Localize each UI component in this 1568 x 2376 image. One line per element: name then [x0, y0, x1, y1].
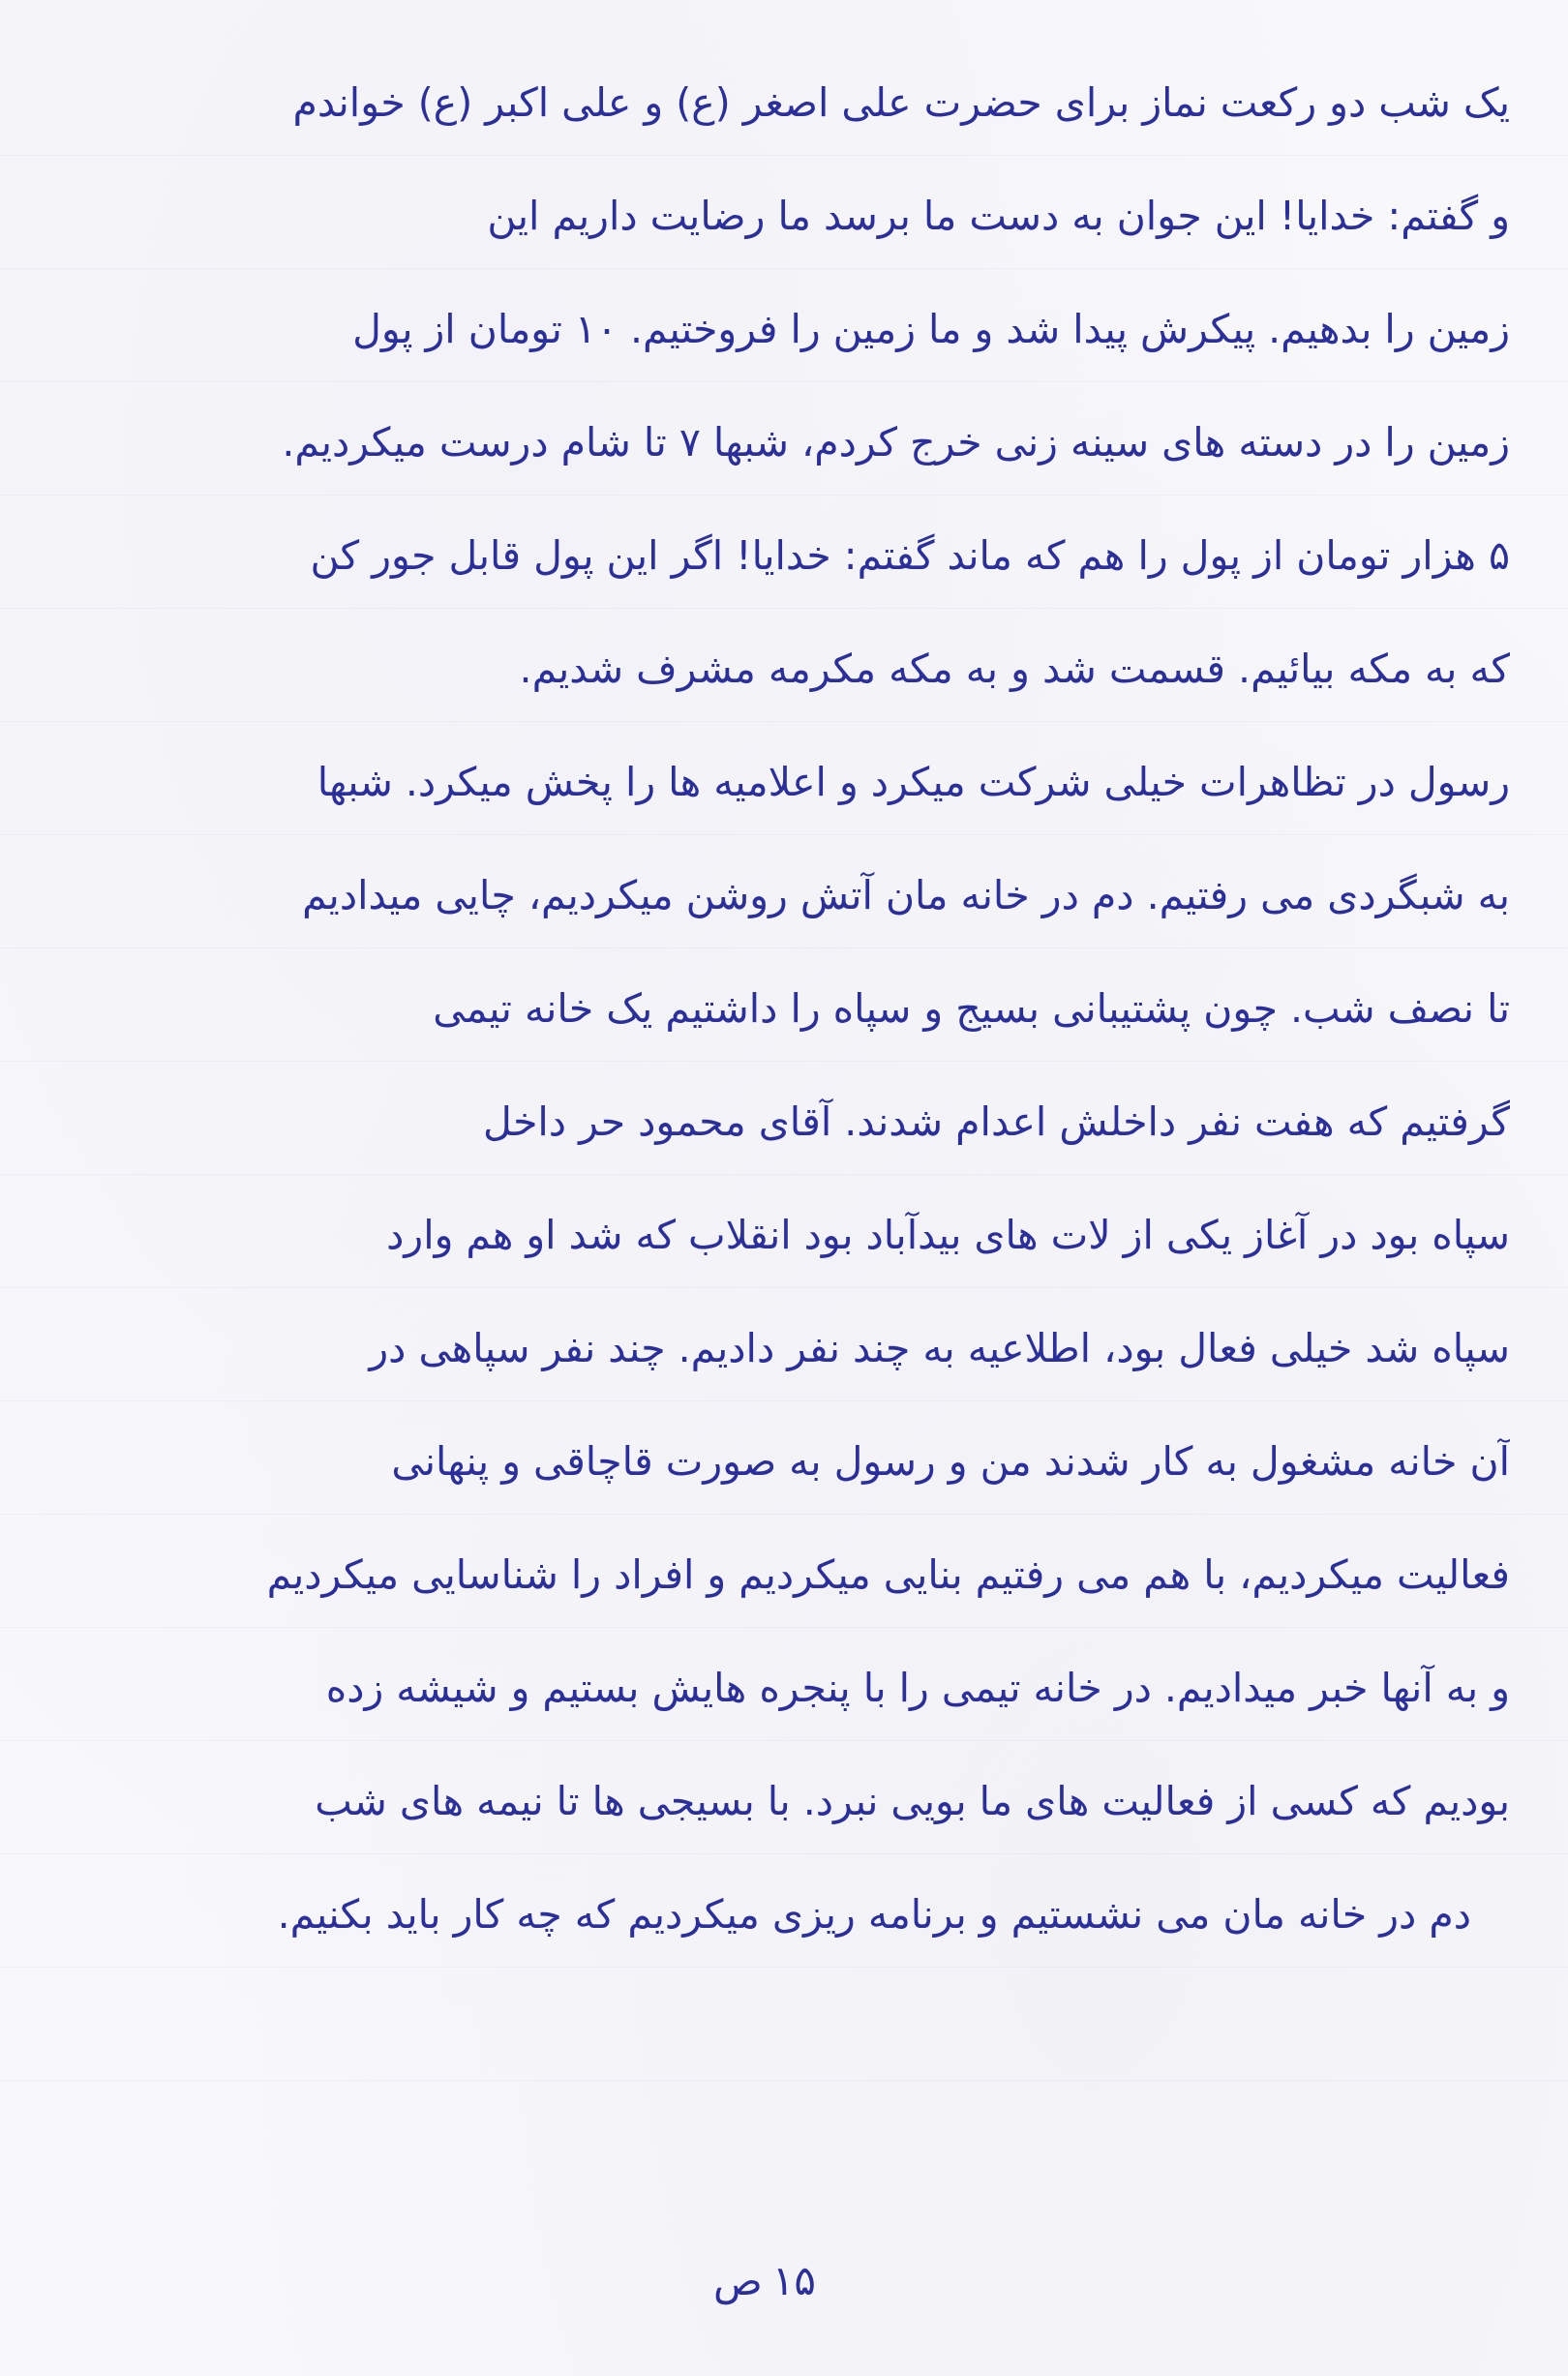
text-line: به شبگردی می رفتیم. دم در خانه مان آتش روشن میکردیم، چایی میدادیم	[302, 872, 1510, 918]
text-line: سپاه بود در آغاز یکی از لات های بیدآباد بود انقلاب که شد او هم وارد	[386, 1212, 1510, 1258]
page-number	[678, 2247, 852, 2315]
text-line: فعالیت میکردیم، با هم می رفتیم بنایی میکردیم و افراد را شناسایی میکردیم	[266, 1551, 1510, 1598]
paper-line	[0, 2080, 1568, 2081]
text-line: که به مکه بیائیم. قسمت شد و به مکه مکرمه مشرف شدیم.	[519, 646, 1510, 692]
text-line: رسول در تظاهرات خیلی شرکت میکرد و اعلامیه ها را پخش میکرد. شبها	[317, 759, 1510, 805]
text-line: گرفتیم که هفت نفر داخلش اعدام شدند. آقای محمود حر داخل	[483, 1098, 1510, 1145]
text-line: یک شب دو رکعت نماز برای حضرت علی اصغر (ع) و علی اکبر (ع) خواندم	[292, 79, 1510, 126]
text-line: تا نصف شب. چون پشتیبانی بسیج و سپاه را داشتیم یک خانه تیمی	[433, 985, 1510, 1032]
text-line: بودیم که کسی از فعالیت های ما بویی نبرد. با بسیجی ها تا نیمه های شب	[315, 1778, 1510, 1824]
text-line: سپاه شد خیلی فعال بود، اطلاعیه به چند نفر دادیم. چند نفر سپاهی در	[369, 1325, 1510, 1371]
text-line: آن خانه مشغول به کار شدند من و رسول به صورت قاچاقی و پنهانی	[391, 1438, 1510, 1485]
text-line: زمین را در دسته های سینه زنی خرج کردم، شبها ۷ تا شام درست میکردیم.	[282, 419, 1510, 466]
text-line: و گفتم: خدایا! این جوان به دست ما برسد ما رضایت داریم این	[487, 193, 1510, 239]
text-line: ۵ هزار تومان از پول را هم که ماند گفتم: خدایا! اگر این پول قابل جور کن	[310, 532, 1510, 579]
page-number-mark: ص	[713, 2257, 763, 2304]
handwritten-body-text	[39, 46, 1510, 1971]
page-number-value: ۱۵	[771, 2257, 816, 2304]
text-line: دم در خانه مان می نشستیم و برنامه ریزی میکردیم که چه کار باید بکنیم.	[277, 1891, 1471, 1938]
text-line: و به آنها خبر میدادیم. در خانه تیمی را با پنجره هایش بستیم و شیشه زده	[325, 1665, 1510, 1711]
text-line: زمین را بدهیم. پیکرش پیدا شد و ما زمین را فروختیم. ۱۰ تومان از پول	[352, 306, 1510, 352]
